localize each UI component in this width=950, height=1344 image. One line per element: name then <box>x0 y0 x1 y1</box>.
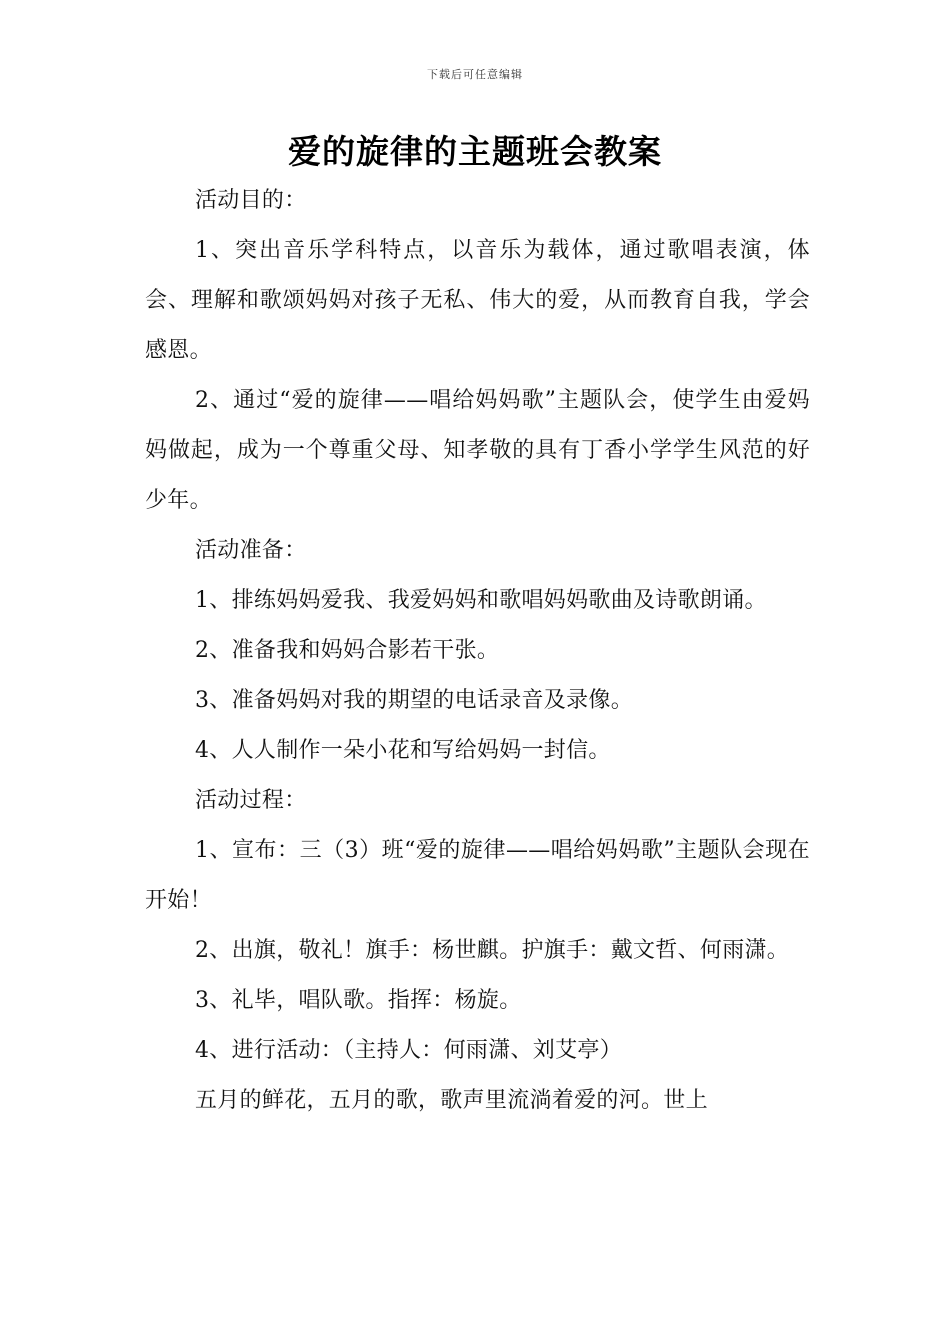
body-paragraph: 2、出旗，敬礼！旗手：杨世麒。护旗手：戴文哲、何雨潇。 <box>195 938 790 963</box>
body-paragraph: 2、通过“爱的旋律——唱给妈妈歌”主题队会，使学生由爱妈妈做起，成为一个尊重父母、知孝敬的具有丁香小学学生风范的好少年。 <box>145 388 810 513</box>
document-body <box>145 176 810 1126</box>
body-paragraph: 3、准备妈妈对我的期望的电话录音及录像。 <box>195 688 633 713</box>
body-paragraph: 1、宣布：三（3）班“爱的旋律——唱给妈妈歌”主题队会现在开始！ <box>145 838 810 913</box>
header-note: 下载后可任意编辑 <box>427 68 523 81</box>
body-paragraph: 2、准备我和妈妈合影若干张。 <box>195 638 500 663</box>
body-paragraph: 五月的鲜花，五月的歌，歌声里流淌着爱的河。世上 <box>195 1088 708 1113</box>
body-paragraph: 4、人人制作一朵小花和写给妈妈一封信。 <box>195 738 611 763</box>
body-paragraph: 1、排练妈妈爱我、我爱妈妈和歌唱妈妈歌曲及诗歌朗诵。 <box>195 588 767 613</box>
body-paragraph: 3、礼毕，唱队歌。指挥：杨旋。 <box>195 988 522 1013</box>
document-title: 爱的旋律的主题班会教案 <box>288 132 662 171</box>
section-heading-process: 活动过程： <box>195 788 307 813</box>
section-heading-preparation: 活动准备： <box>195 538 307 563</box>
body-paragraph: 1、突出音乐学科特点，以音乐为载体，通过歌唱表演，体会、理解和歌颂妈妈对孩子无私、伟大的爱，从而教育自我，学会感恩。 <box>145 238 810 363</box>
body-paragraph: 4、进行活动：（主持人：何雨潇、刘艾亭） <box>195 1038 622 1063</box>
section-heading-purpose: 活动目的： <box>195 188 307 213</box>
